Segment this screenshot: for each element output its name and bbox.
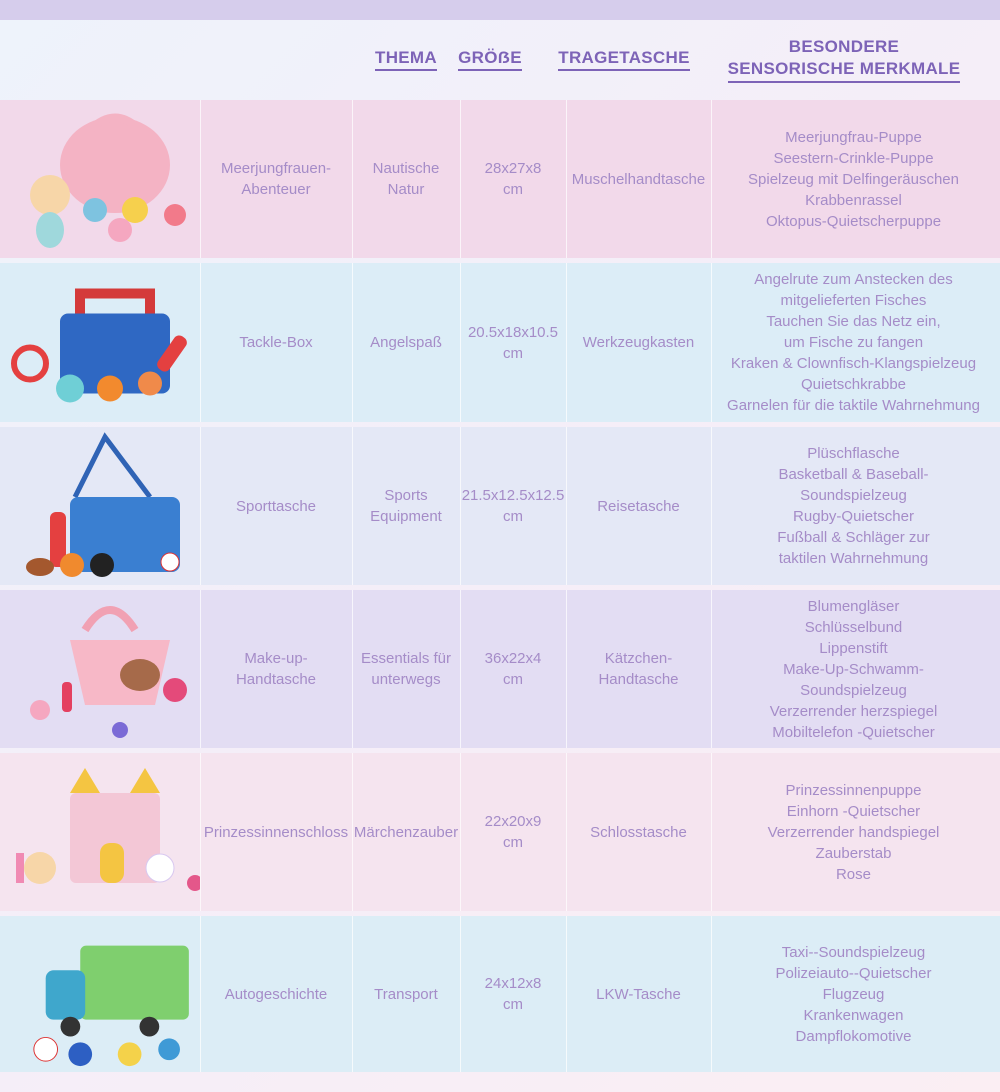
product-size: 36x22x4 cm <box>484 650 542 688</box>
product-features: Plüschflasche Basketball & Baseball- Soundspielzeug Rugby-Quietscher Fußball & Schläger zur taktilen Wahrnehmung <box>777 445 930 567</box>
product-bag: Muschelhandtasche <box>571 170 706 188</box>
column-divider <box>566 427 567 585</box>
product-bag: Schlosstasche <box>590 823 687 841</box>
product-name: Tackle-Box <box>239 334 313 351</box>
product-name: Autogeschichte <box>224 985 328 1003</box>
product-theme: Essentials für unterwegs <box>360 650 452 688</box>
table-row <box>0 753 1000 911</box>
product-image <box>0 590 200 748</box>
header-theme: THEMA <box>352 20 460 98</box>
column-divider <box>460 753 461 911</box>
column-divider <box>566 100 567 258</box>
product-name: Prinzessinnenschloss <box>203 823 349 841</box>
product-theme: Sports Equipment <box>370 487 442 525</box>
table-header <box>0 20 1000 98</box>
header-bag: TRAGETASCHE <box>545 20 703 98</box>
product-bag: Kätzchen- Handtasche <box>598 650 679 688</box>
column-divider <box>200 427 201 585</box>
product-theme: Transport <box>374 985 438 1003</box>
table-row <box>0 916 1000 1072</box>
column-divider <box>566 263 567 422</box>
product-bag: Reisetasche <box>597 497 680 515</box>
column-divider <box>200 916 201 1072</box>
column-divider <box>352 100 353 258</box>
product-image <box>0 263 200 422</box>
product-image <box>0 916 200 1072</box>
column-divider <box>566 590 567 748</box>
column-divider <box>566 916 567 1072</box>
product-size: 22x20x9 cm <box>484 813 542 851</box>
column-divider <box>460 263 461 422</box>
column-divider <box>711 263 712 422</box>
column-divider <box>352 590 353 748</box>
product-size: 21.5x12.5x12.5 cm <box>461 487 565 525</box>
column-divider <box>200 590 201 748</box>
column-divider <box>200 263 201 422</box>
column-divider <box>711 427 712 585</box>
product-name: Sporttasche <box>235 497 317 515</box>
product-features: Blumengläser Schlüsselbund Lippenstift Make-Up-Schwamm- Soundspielzeug Verzerrender herzspiegel Mobiltelefon -Quietscher <box>769 597 938 741</box>
column-divider <box>711 916 712 1072</box>
product-theme: Nautische Natur <box>372 160 440 198</box>
product-features: Angelrute zum Anstecken des mitgelieferten Fisches Tauchen Sie das Netz ein, um Fische zu fangen Kraken & Clownfisch-Klangspielzeug Quietschkrabbe Garnelen für die taktile Wahrnehmung <box>727 271 980 414</box>
product-features: Meerjungfrau-Puppe Seestern-Crinkle-Puppe Spielzeug mit Delfingeräuschen Krabbenrassel Oktopus-Quietscherpuppe <box>748 128 959 230</box>
product-bag: LKW-Tasche <box>596 985 681 1003</box>
product-name: Meerjungfrauen- Abenteuer <box>220 160 332 198</box>
product-size: 28x27x8 cm <box>484 160 542 198</box>
column-divider <box>460 100 461 258</box>
column-divider <box>200 753 201 911</box>
column-divider <box>200 100 201 258</box>
product-bag: Werkzeugkasten <box>582 334 695 351</box>
column-divider <box>711 100 712 258</box>
product-image <box>0 753 200 911</box>
product-theme: Märchenzauber <box>353 823 459 841</box>
product-size: 24x12x8 cm <box>484 975 542 1013</box>
column-divider <box>566 753 567 911</box>
column-divider <box>352 916 353 1072</box>
column-divider <box>460 427 461 585</box>
product-name: Make-up- Handtasche <box>235 650 317 688</box>
column-divider <box>352 753 353 911</box>
column-divider <box>460 916 461 1072</box>
column-divider <box>352 427 353 585</box>
product-features: Taxi--Soundspielzeug Polizeiauto--Quietscher Flugzeug Krankenwagen Dampflokomotive <box>775 943 932 1045</box>
product-image <box>0 100 200 258</box>
header-size: GRÖẞE <box>454 20 526 98</box>
table-row <box>0 100 1000 258</box>
column-divider <box>460 590 461 748</box>
column-divider <box>711 590 712 748</box>
table-row <box>0 263 1000 422</box>
column-divider <box>711 753 712 911</box>
table-row <box>0 427 1000 585</box>
header-features: BESONDERE SENSORISCHE MERKMALE <box>704 20 984 98</box>
product-features: Prinzessinnenpuppe Einhorn -Quietscher Verzerrender handspiegel Zauberstab Rose <box>767 781 940 883</box>
product-theme: Angelspaß <box>370 334 442 351</box>
column-divider <box>352 263 353 422</box>
product-image <box>0 427 200 585</box>
table-row <box>0 590 1000 748</box>
product-size: 20.5x18x10.5 cm <box>467 323 559 362</box>
top-bar <box>0 0 1000 20</box>
